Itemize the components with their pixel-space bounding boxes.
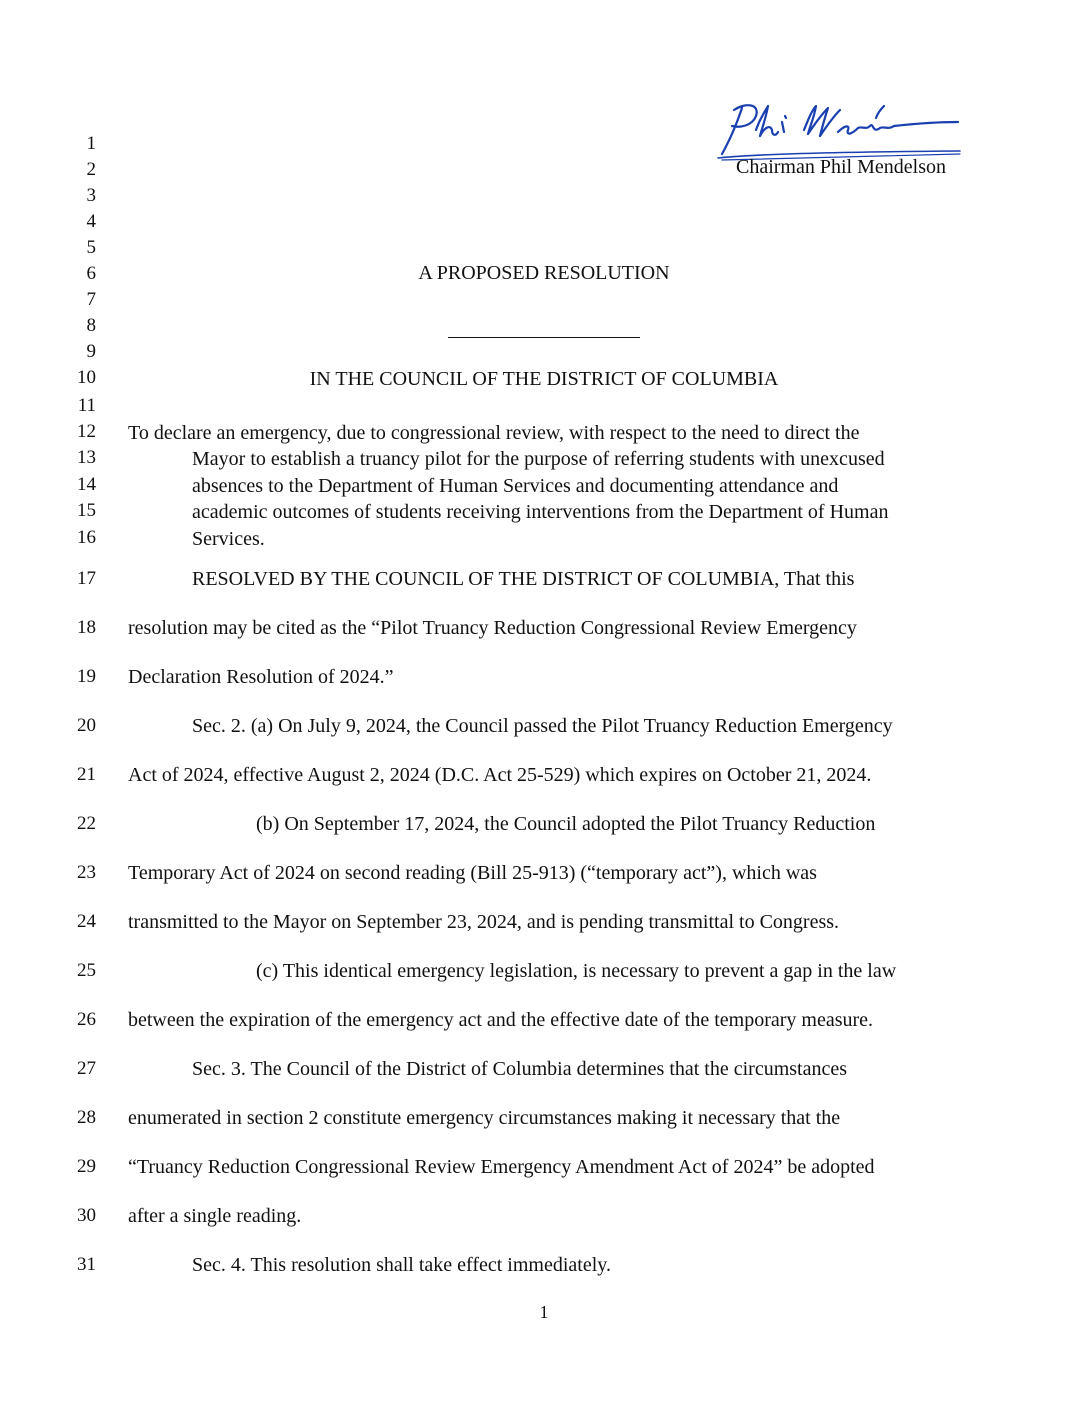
purpose-line: academic outcomes of students receiving interventions from the Department of Human	[192, 501, 889, 523]
line-number: 5	[86, 237, 96, 258]
council-heading: IN THE COUNCIL OF THE DISTRICT OF COLUMBIA	[309, 368, 779, 390]
line-number: 2	[86, 159, 96, 180]
line-number: 21	[77, 764, 96, 785]
body-line: Declaration Resolution of 2024.”	[128, 666, 394, 688]
line-number: 11	[77, 395, 96, 416]
line-number: 9	[86, 341, 96, 362]
body-line: “Truancy Reduction Congressional Review Emergency Amendment Act of 2024” be adopted	[128, 1156, 875, 1178]
line-number: 30	[77, 1205, 96, 1226]
purpose-line: Mayor to establish a truancy pilot for the purpose of referring students with unexcused	[192, 448, 885, 470]
line-number: 8	[86, 315, 96, 336]
purpose-line: Services.	[192, 528, 265, 550]
line-number: 1	[86, 133, 96, 154]
line-number: 18	[77, 617, 96, 638]
body-line: Temporary Act of 2024 on second reading (Bill 25-913) (“temporary act”), which was	[128, 862, 817, 884]
line-number: 22	[77, 813, 96, 834]
line-number: 25	[77, 960, 96, 981]
body-line: Act of 2024, effective August 2, 2024 (D.C. Act 25-529) which expires on October 21, 2024.	[128, 764, 872, 786]
line-number: 13	[77, 447, 96, 468]
body-line: transmitted to the Mayor on September 23, 2024, and is pending transmittal to Congress.	[128, 911, 840, 933]
line-number: 4	[86, 211, 96, 232]
line-number: 14	[77, 474, 96, 495]
resolution-title: A PROPOSED RESOLUTION	[418, 262, 670, 284]
signer-name: Chairman Phil Mendelson	[736, 156, 946, 178]
purpose-line: absences to the Department of Human Services and documenting attendance and	[192, 475, 839, 497]
line-number: 10	[77, 367, 96, 388]
line-number: 7	[86, 289, 96, 310]
body-line: Sec. 3. The Council of the District of Columbia determines that the circumstances	[192, 1058, 848, 1080]
body-line: Sec. 2. (a) On July 9, 2024, the Council passed the Pilot Truancy Reduction Emergency	[192, 715, 893, 737]
body-line: enumerated in section 2 constitute emergency circumstances making it necessary that the	[128, 1107, 841, 1129]
line-number: 20	[77, 715, 96, 736]
body-line: RESOLVED BY THE COUNCIL OF THE DISTRICT OF COLUMBIA, That this	[192, 568, 855, 590]
line-number: 28	[77, 1107, 96, 1128]
title-rule	[448, 337, 640, 338]
line-number: 24	[77, 911, 96, 932]
purpose-line: To declare an emergency, due to congressional review, with respect to the need to direct the	[128, 422, 860, 444]
page-number: 1	[539, 1302, 549, 1322]
line-number: 3	[86, 185, 96, 206]
line-number: 29	[77, 1156, 96, 1177]
line-number: 16	[77, 527, 96, 548]
line-number: 15	[77, 500, 96, 521]
line-number: 27	[77, 1058, 96, 1079]
line-number: 23	[77, 862, 96, 883]
line-number: 19	[77, 666, 96, 687]
line-number: 26	[77, 1009, 96, 1030]
line-number: 6	[86, 263, 96, 284]
body-line: Sec. 4. This resolution shall take effect immediately.	[192, 1254, 611, 1276]
line-number: 31	[77, 1254, 96, 1275]
line-number: 17	[77, 568, 96, 589]
body-line: after a single reading.	[128, 1205, 302, 1227]
body-line: between the expiration of the emergency act and the effective date of the temporary measure.	[128, 1009, 874, 1031]
body-line: (c) This identical emergency legislation, is necessary to prevent a gap in the law	[256, 960, 897, 982]
body-line: resolution may be cited as the “Pilot Truancy Reduction Congressional Review Emergency	[128, 617, 857, 639]
line-number: 12	[77, 421, 96, 442]
body-line: (b) On September 17, 2024, the Council adopted the Pilot Truancy Reduction	[256, 813, 876, 835]
